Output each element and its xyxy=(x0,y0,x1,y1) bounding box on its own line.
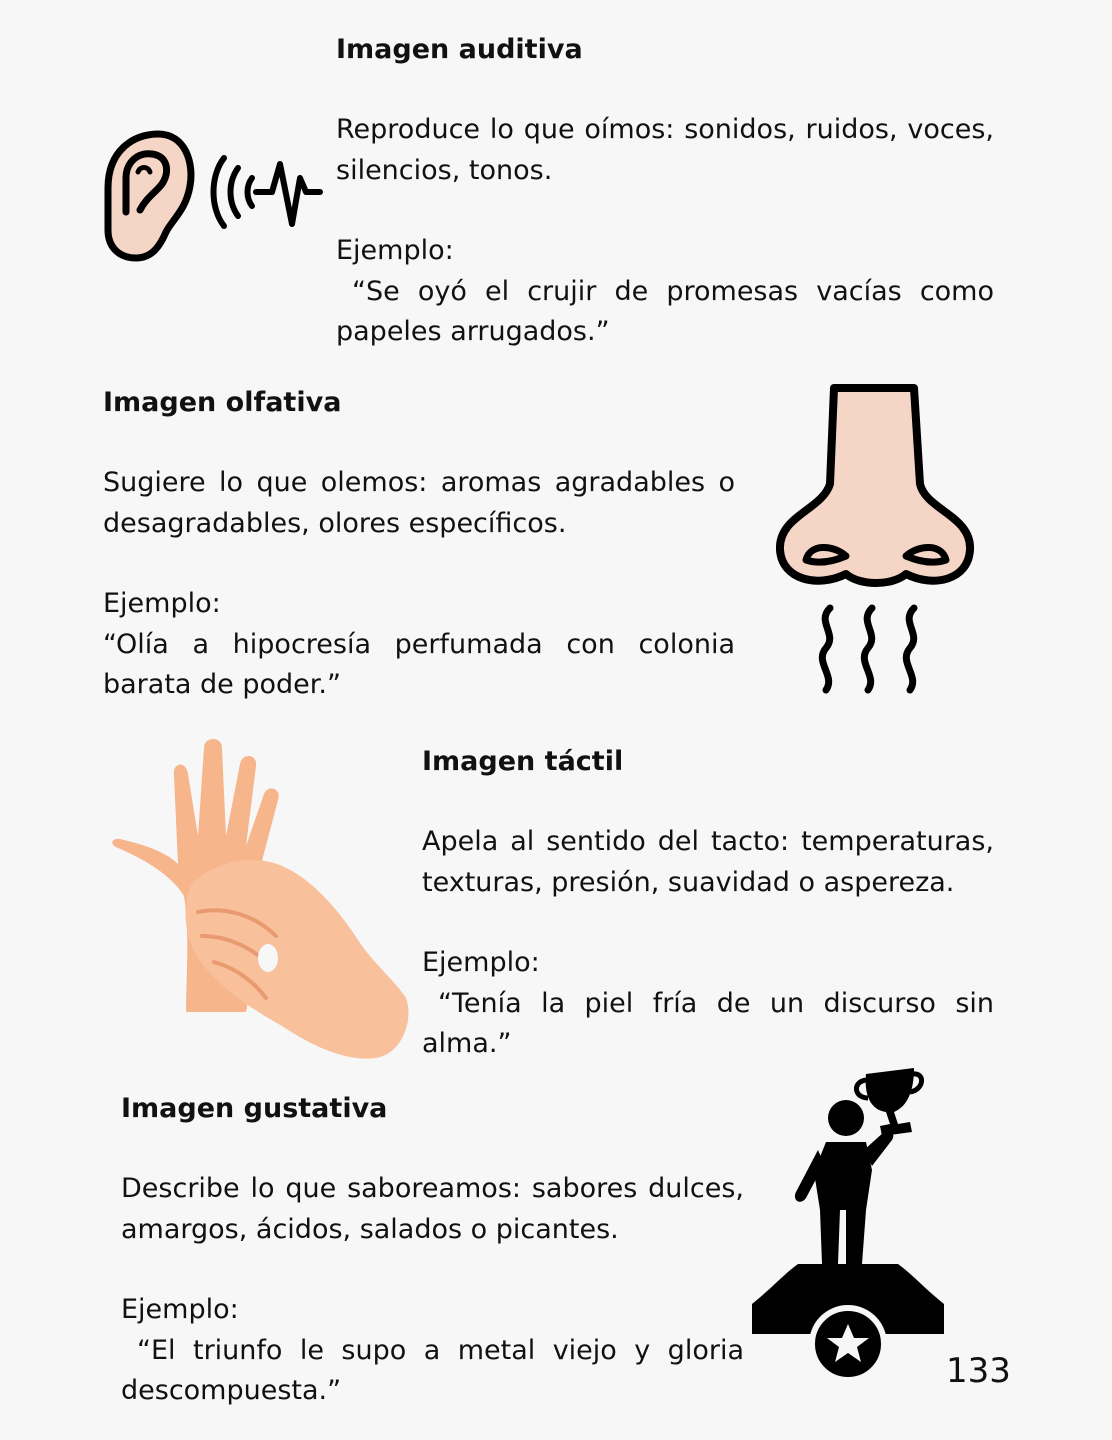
section-auditiva xyxy=(336,30,994,353)
section-gustativa xyxy=(121,1089,744,1412)
example-text: “Tenía la piel fría de un discurso sin alma.” xyxy=(422,987,994,1059)
ear-sound-wave-icon xyxy=(100,128,326,266)
section-tactil xyxy=(422,742,994,1065)
example-label: Ejemplo: xyxy=(121,1294,239,1325)
section-description: Describe lo que saboreamos: sabores dulces, amargos, ácidos, salados o picantes. xyxy=(121,1173,744,1245)
example-label: Ejemplo: xyxy=(336,235,454,266)
section-title: Imagen auditiva xyxy=(336,34,583,65)
example-text: “Se oyó el crujir de promesas vacías como papeles arrugados.” xyxy=(336,275,994,347)
example-text: “Olía a hipocresía perfumada con colonia barata de poder.” xyxy=(103,628,735,700)
section-title: Imagen táctil xyxy=(422,746,624,777)
page-number: 133 xyxy=(946,1351,1011,1391)
section-olfativa xyxy=(103,383,735,706)
nose-smell-icon xyxy=(776,384,976,700)
trophy-winner-icon xyxy=(748,1060,948,1384)
section-title: Imagen olfativa xyxy=(103,387,342,418)
hands-touch-icon xyxy=(106,736,412,1064)
section-description: Reproduce lo que oímos: sonidos, ruidos, voces, silencios, tonos. xyxy=(336,114,994,186)
example-label: Ejemplo: xyxy=(422,947,540,978)
example-text: “El triunfo le supo a metal viejo y gloria descompuesta.” xyxy=(121,1334,744,1406)
example-label: Ejemplo: xyxy=(103,588,221,619)
section-description: Sugiere lo que olemos: aromas agradables o desagradables, olores específicos. xyxy=(103,467,735,539)
section-title: Imagen gustativa xyxy=(121,1093,388,1124)
section-description: Apela al sentido del tacto: temperaturas, texturas, presión, suavidad o aspereza. xyxy=(422,826,994,898)
